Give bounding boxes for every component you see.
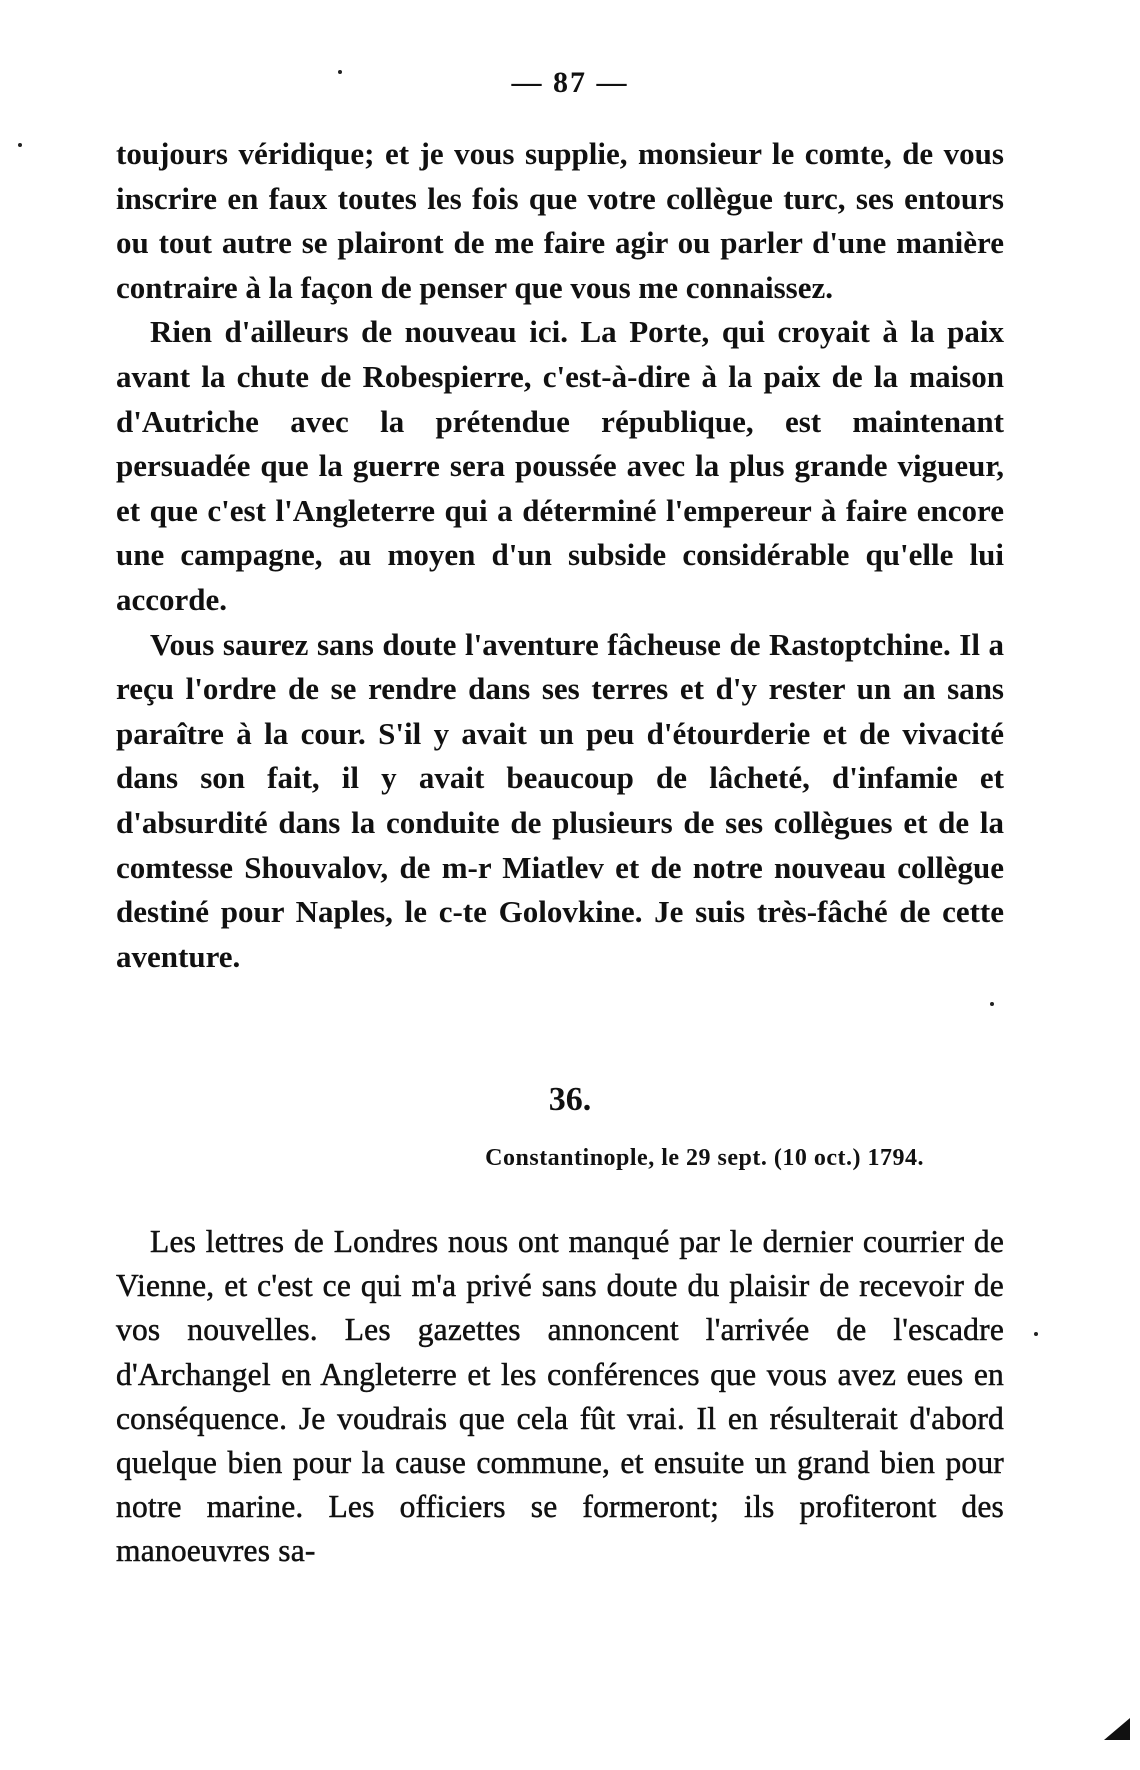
page-number: — 87 — [511,66,629,99]
print-speck [1034,1332,1038,1336]
paragraph-news: Rien d'ailleurs de nouveau ici. La Porte, qui croyait à la paix avant la chute de Robespierre, c'est-à-dire à la paix de la maison d'Autriche avec la prétendue république, est maintenant persuadée que la guerre sera poussée avec la plus grande vigueur, et que c'est l'Angleterre qui a déterminé l'empereur à faire encore une campagne, au moyen d'un subside considérable qu'elle lui accorde. [116,314,1004,617]
paragraph-rastoptchine: Vous saurez sans doute l'aventure fâcheuse de Rastoptchine. Il a reçu l'ordre de se rendre dans ses terres et d'y rester un an sans paraître à la cour. S'il y avait un peu d'étourderie et de vivacité dans son fait, il y avait beaucoup de lâcheté, d'infamie et d'absurdité dans la conduite de plusieurs de ses collègues et de la comtesse Shouvalov, de m-r Miatlev et de notre nouveau collègue destiné pour Naples, le c-te Golovkine. Je suis très-fâché de cette aventure. [116,626,1004,974]
print-speck [18,143,22,147]
letter-body [116,1220,1004,1574]
letter-dateline: Constantinople, le 29 sept. (10 oct.) 1794. [485,1145,924,1171]
continued-letter-text [116,132,1004,979]
paragraph-letter-opening: Les lettres de Londres nous ont manqué par le dernier courrier de Vienne, et c'est ce qui m'a privé sans doute du plaisir de recevoir de vos nouvelles. Les gazettes annoncent l'arrivée de l'escadre d'Archangel en Angleterre et les conférences que vous avez eues en conséquence. Je voudrais que cela fût vrai. Il en résulterait d'abord quelque bien pour la cause commune, et ensuite un grand bien pour notre marine. Les officiers se formeront; ils profiteront des manoeuvres sa- [116,1224,1004,1569]
print-speck [990,1002,994,1006]
print-speck [338,70,342,74]
page-corner-mark [1104,1718,1130,1740]
paragraph-continued: toujours véridique; et je vous supplie, monsieur le comte, de vous inscrire en faux toutes les fois que votre collègue turc, ses entours ou tout autre se plairont de me faire agir ou parler d'une manière contraire à la façon de penser que vous me connaissez. [116,136,1004,305]
letter-number: 36. [548,1081,592,1118]
